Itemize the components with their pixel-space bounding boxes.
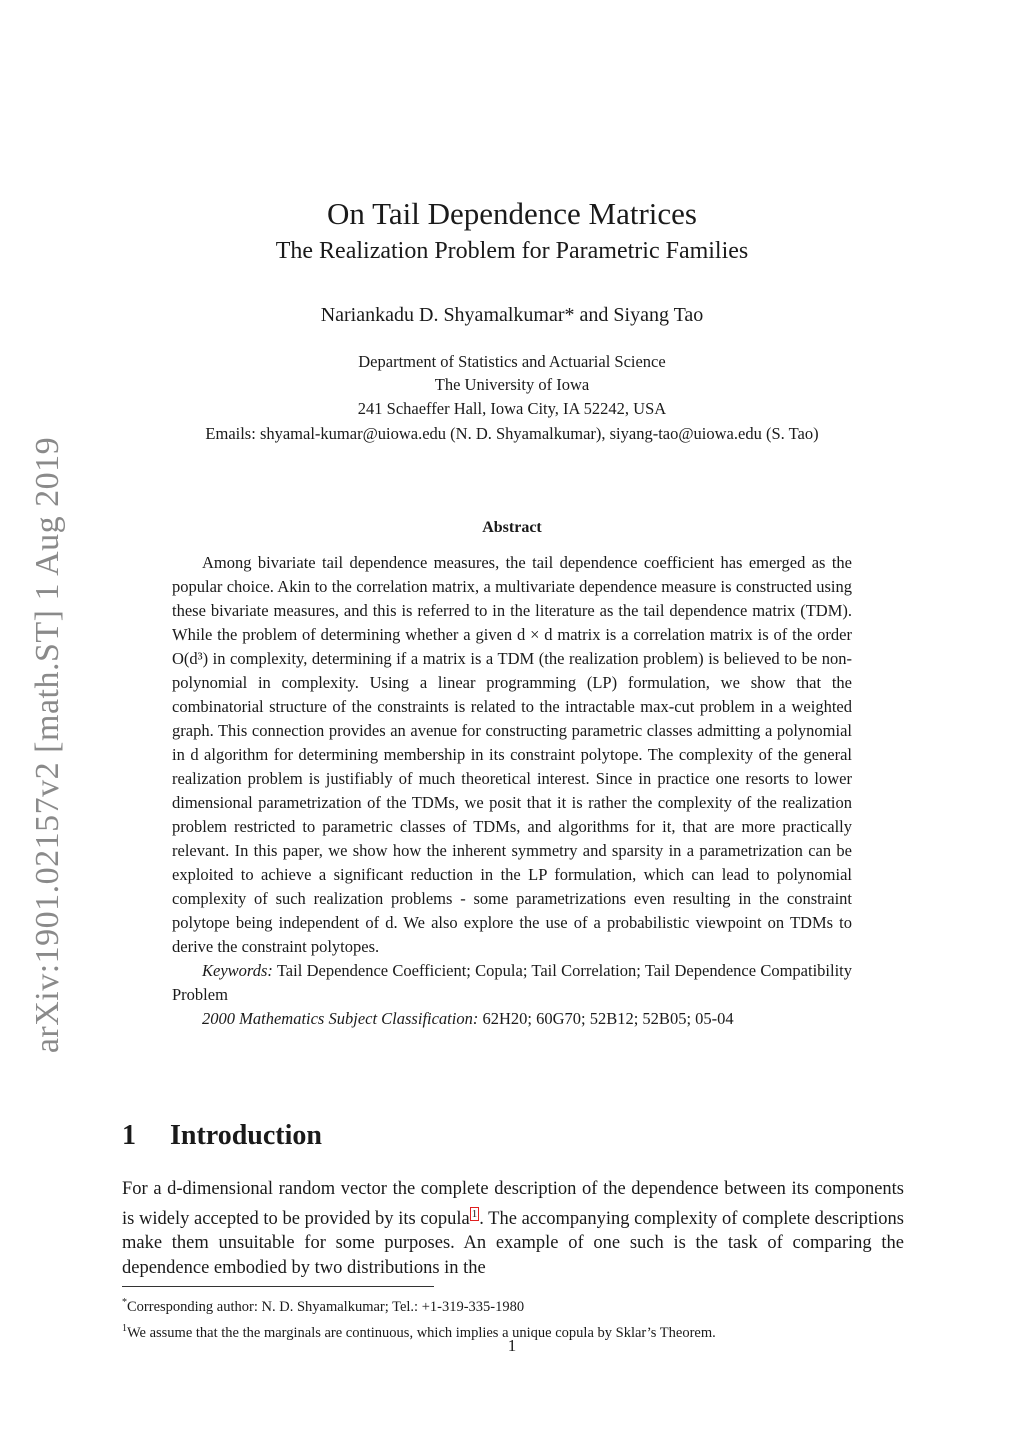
affiliation-line: The University of Iowa	[434, 375, 590, 394]
msc-label: 2000 Mathematics Subject Classification:	[202, 1009, 479, 1028]
footnote-rule	[122, 1286, 434, 1287]
section-heading	[122, 1120, 322, 1152]
email-line: Emails: shyamal-kumar@uiowa.edu (N. D. Shyamalkumar), siyang-tao@uiowa.edu (S. Tao)	[205, 424, 819, 443]
section-title: Introduction	[170, 1120, 322, 1151]
arxiv-identifier: arXiv:1901.02157v2 [math.ST] 1 Aug 2019	[29, 436, 66, 1054]
affiliation-line: Department of Statistics and Actuarial Science	[358, 352, 666, 371]
abstract	[172, 551, 852, 1031]
section-number: 1	[122, 1120, 136, 1151]
abstract-heading: Abstract	[482, 519, 542, 536]
paper-title: On Tail Dependence Matrices	[327, 196, 697, 231]
page-number: 1	[507, 1336, 517, 1355]
keywords-text: Tail Dependence Coefficient; Copula; Tail Correlation; Tail Dependence Compatibility Problem	[172, 961, 852, 1004]
abstract-body: Among bivariate tail dependence measures, the tail dependence coefficient has emerged as the popular choice. Akin to the correlation matrix, a multivariate dependence measure is constructed using these bivariate measures, and this is referred to in the literature as the tail dependence matrix (TDM). While the problem of determining whether a given d × d matrix is a correlation matrix is of the order O(d³) in complexity, determining if a matrix is a TDM (the realization problem) is believed to be non-polynomial in complexity. Using a linear programming (LP) formulation, we show that the combinatorial structure of the constraints is related to the intractable max-cut problem in a weighted graph. This connection provides an avenue for constructing parametric classes admitting a polynomial in d algorithm for determining membership in its constraint polytope. The complexity of the general realization problem is justifiably of much theoretical interest. Since in practice one resorts to lower dimensional parametrization of the TDMs, we posit that it is rather the complexity of the realization problem restricted to parametric classes of TDMs, and algorithms for it, that are more practically relevant. In this paper, we show how the inherent symmetry and sparsity in a parametrization can be exploited to achieve a significant reduction in the LP formulation, which can lead to polynomial complexity of such realization problems - some parametrizations even resulting in the constraint polytope being independent of d. We also explore the use of a probabilistic viewpoint on TDMs to derive the constraint polytopes.	[172, 553, 852, 956]
footnote	[122, 1292, 922, 1318]
intro-text: For a d-dimensional random vector the complete description of the dependence between its components is widely accepted to be provided by its copula	[122, 1179, 904, 1229]
intro-paragraph	[122, 1177, 904, 1280]
footnote-mark: 1	[122, 1322, 127, 1334]
msc-codes: 62H20; 60G70; 52B12; 52B05; 05-04	[482, 1009, 734, 1028]
footnote-link[interactable]: 1	[471, 1207, 478, 1220]
footnote-text: Corresponding author: N. D. Shyamalkumar; Tel.: +1-319-335-1980	[127, 1298, 525, 1315]
keywords-label: Keywords:	[202, 961, 273, 980]
affiliation-line: 241 Schaeffer Hall, Iowa City, IA 52242, USA	[357, 399, 667, 418]
intro-text-continued: . The accompanying complexity of complete descriptions make them unsuitable for some purposes. An example of one such is the task of comparing the dependence embodied by two distributions in the	[122, 1208, 904, 1278]
footnote-mark: *	[122, 1297, 127, 1308]
footnote-text: We assume that the the marginals are continuous, which implies a unique copula by Sklar’s Theorem.	[127, 1324, 716, 1341]
authors: Nariankadu D. Shyamalkumar* and Siyang Tao	[320, 304, 704, 326]
paper-subtitle: The Realization Problem for Parametric Families	[275, 238, 749, 264]
msc-classification	[172, 1007, 852, 1031]
keywords	[172, 959, 852, 1007]
